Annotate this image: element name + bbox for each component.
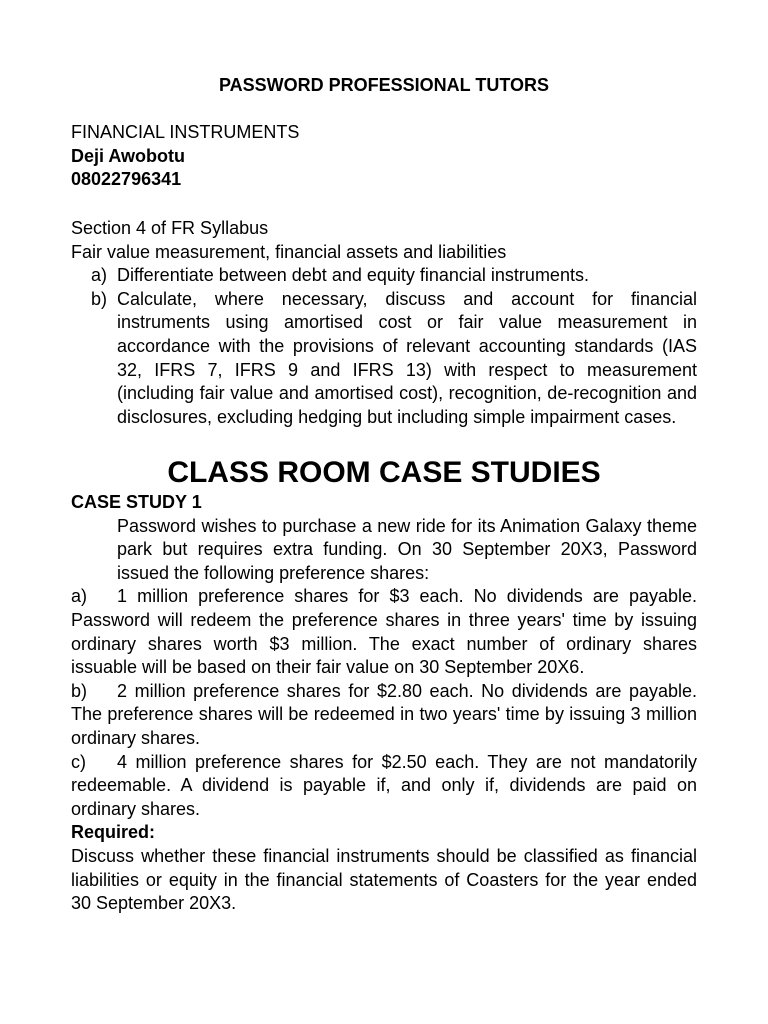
topic-label: FINANCIAL INSTRUMENTS — [71, 122, 300, 142]
list-item — [71, 264, 697, 288]
list-item — [71, 288, 697, 430]
case-item — [71, 680, 697, 751]
list-marker: a) — [91, 265, 108, 286]
case-item-text: 2 million preference shares for $2.80 each. No dividends are payable. The preference shares will be redeemed in two years' time by issuing 3 million ordinary shares. — [71, 680, 697, 748]
header-block — [71, 121, 697, 192]
case-item — [71, 585, 697, 679]
syllabus-block — [71, 217, 697, 429]
document-title: PASSWORD PROFESSIONAL TUTORS — [218, 75, 550, 95]
case-item — [71, 751, 697, 822]
section-heading: CLASS ROOM CASE STUDIES — [167, 456, 601, 489]
case-item-text: 4 million preference shares for $2.50 each. They are not mandatorily redeemable. A dividend is payable if, and only if, dividends are paid on ordinary shares. — [71, 751, 697, 819]
section-line: Section 4 of FR Syllabus — [71, 218, 269, 238]
case-item-marker: b) — [71, 680, 88, 701]
case-item-marker: a) — [71, 586, 88, 607]
list-item-text: Differentiate between debt and equity financial instruments. — [117, 265, 589, 286]
author-phone: 08022796341 — [71, 169, 182, 190]
objectives-list — [71, 264, 697, 429]
list-item-text: Calculate, where necessary, discuss and account for financial instruments using amortised cost or fair value measurement in accordance with the provisions of relevant accounting standards (IAS 32, IFRS 7, IFRS 9 and IFRS 13) with respect to measurement (including fair value and amortised cost), recognition, de-recognition and disclosures, excluding hedging but including simple impairment cases. — [117, 288, 697, 427]
case-item-marker: c) — [71, 751, 86, 772]
case-study-block — [71, 491, 697, 916]
section-subtitle: Fair value measurement, financial assets and liabilities — [71, 241, 507, 262]
required-text: Discuss whether these financial instruments should be classified as financial liabilities or equity in the financial statements of Coasters for the year ended 30 September 20X3. — [71, 845, 697, 914]
author-name: Deji Awobotu — [71, 145, 185, 166]
case-item-text: 1 million preference shares for $3 each. No dividends are payable. Password will redeem the preference shares in three years' time by issuing ordinary shares worth $3 million. The exact number of ordinary shares issuable will be based on their fair value on 30 September 20X6. — [71, 586, 697, 678]
case-study-intro: Password wishes to purchase a new ride for its Animation Galaxy theme park but requires extra funding. On 30 September 20X3, Password issued the following preference shares: — [117, 515, 697, 583]
case-study-title: CASE STUDY 1 — [71, 492, 202, 512]
list-marker: b) — [91, 288, 108, 309]
required-label: Required: — [71, 822, 156, 843]
